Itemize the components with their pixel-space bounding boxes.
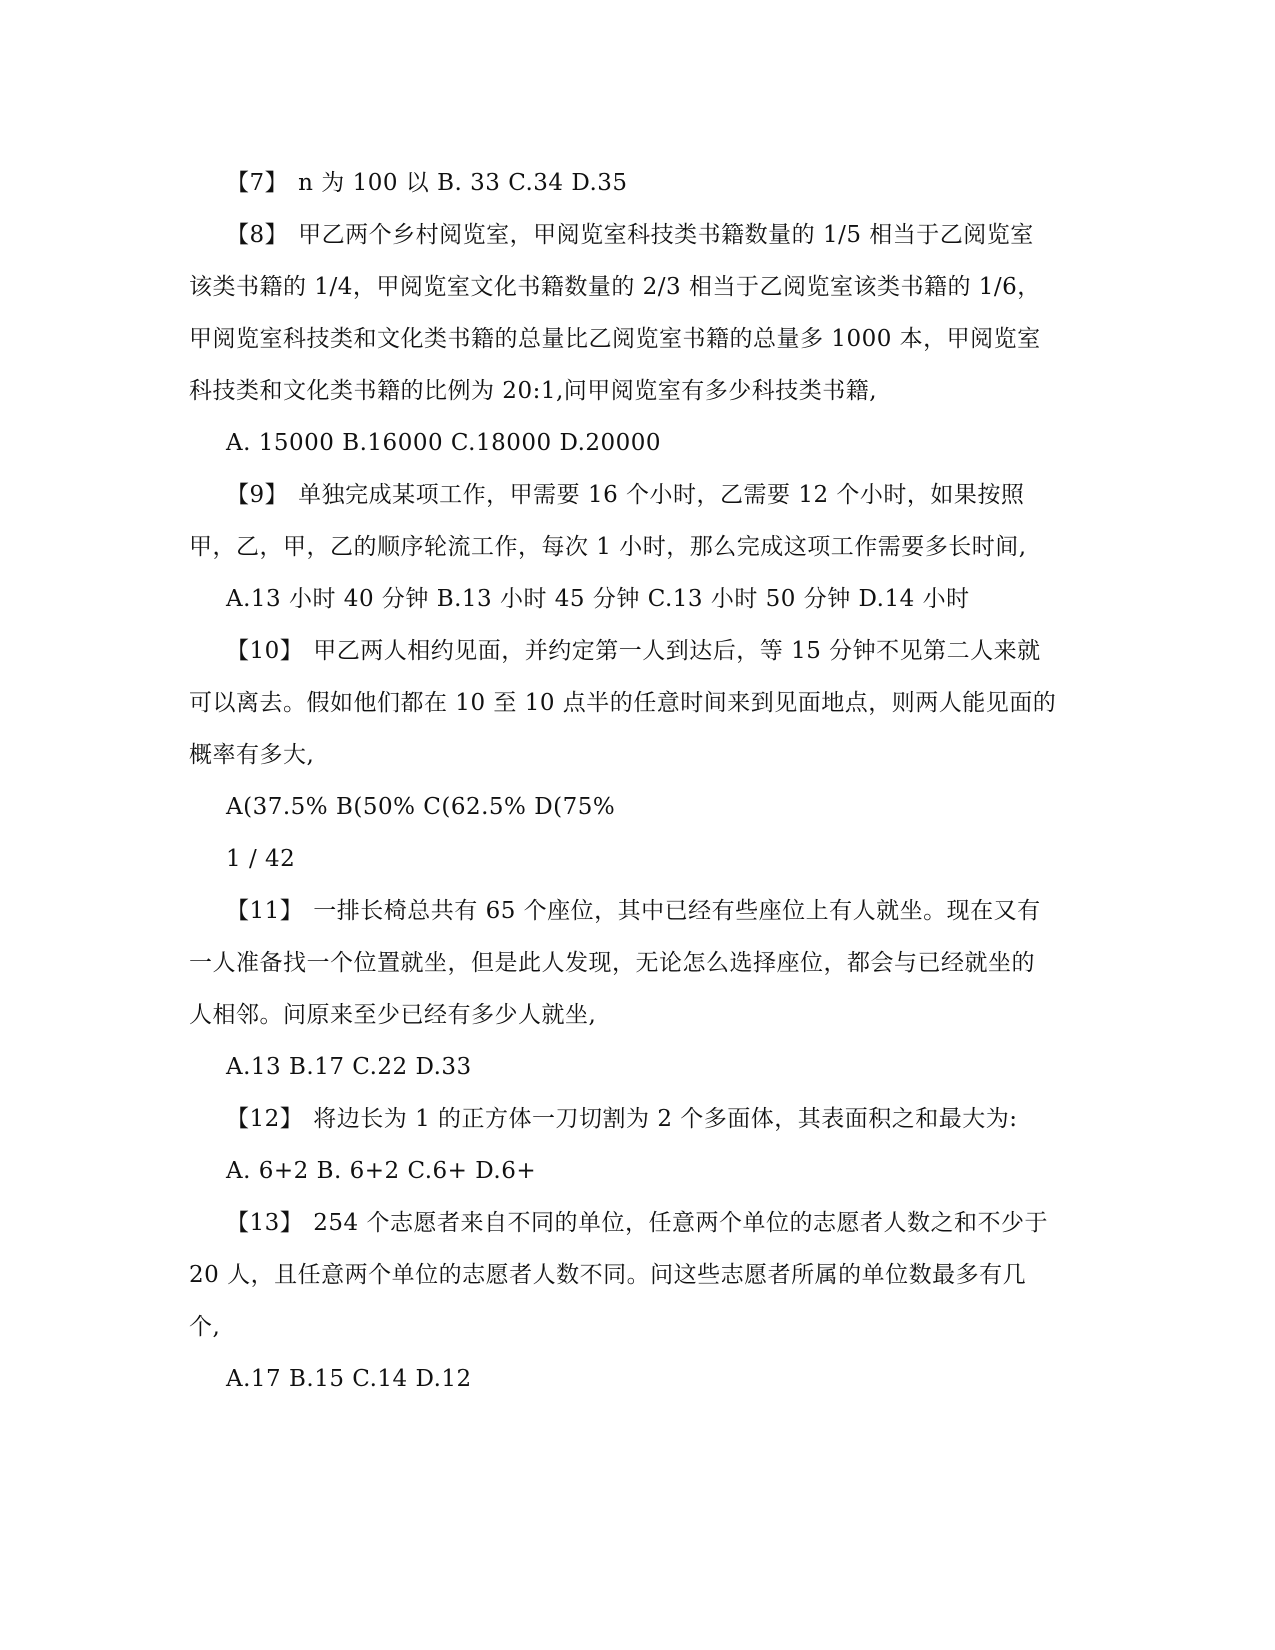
question-text: 一排长椅总共有 65 个座位，其中已经有些座位上有人就坐。现在又有 xyxy=(313,898,1041,924)
question-9 xyxy=(226,480,1126,510)
answer-options: A(37.5% B(50% C(62.5% D(75% xyxy=(226,794,616,820)
question-text-line: 人相邻。问原来至少已经有多少人就坐, xyxy=(189,1002,597,1028)
question-text-line: 科技类和文化类书籍的比例为 20:1,问甲阅览室有多少科技类书籍, xyxy=(189,378,878,404)
question-number: 【12】 xyxy=(226,1106,304,1132)
question-text-line: 甲，乙，甲，乙的顺序轮流工作，每次 1 小时，那么完成这项工作需要多长时间, xyxy=(189,534,1027,560)
question-7 xyxy=(226,168,1126,198)
question-text: 甲乙两个乡村阅览室，甲阅览室科技类书籍数量的 1/5 相当于乙阅览室 xyxy=(298,222,1034,248)
question-text-line: 概率有多大, xyxy=(189,742,315,768)
page-number: 1 / 42 xyxy=(226,846,296,872)
question-text-line: 可以离去。假如他们都在 10 至 10 点半的任意时间来到见面地点，则两人能见面的 xyxy=(189,690,1057,716)
question-13 xyxy=(226,1208,1126,1238)
question-11 xyxy=(226,896,1126,926)
question-text: n 为 100 以 B. 33 C.34 D.35 xyxy=(298,170,628,196)
answer-options: A.13 B.17 C.22 D.33 xyxy=(226,1054,472,1080)
answer-options: A.13 小时 40 分钟 B.13 小时 45 分钟 C.13 小时 50 分钟 D.14 小时 xyxy=(226,586,970,612)
question-text: 单独完成某项工作，甲需要 16 个小时，乙需要 12 个小时，如果按照 xyxy=(298,482,1025,508)
question-text-line: 个, xyxy=(189,1314,221,1340)
question-number: 【7】 xyxy=(226,170,289,196)
question-8 xyxy=(226,220,1126,250)
answer-options: A. 15000 B.16000 C.18000 D.20000 xyxy=(226,430,662,456)
question-text: 254 个志愿者来自不同的单位，任意两个单位的志愿者人数之和不少于 xyxy=(313,1210,1048,1236)
question-text: 将边长为 1 的正方体一刀切割为 2 个多面体，其表面积之和最大为: xyxy=(313,1106,1018,1132)
question-number: 【13】 xyxy=(226,1210,304,1236)
answer-options: A.17 B.15 C.14 D.12 xyxy=(226,1366,472,1392)
question-text-line: 一人准备找一个位置就坐，但是此人发现，无论怎么选择座位，都会与已经就坐的 xyxy=(189,950,1035,976)
question-number: 【10】 xyxy=(226,638,304,664)
question-text: 甲乙两人相约见面，并约定第一人到达后，等 15 分钟不见第二人来就 xyxy=(313,638,1041,664)
question-text-line: 甲阅览室科技类和文化类书籍的总量比乙阅览室书籍的总量多 1000 本，甲阅览室 xyxy=(189,326,1041,352)
question-text-line: 20 人，且任意两个单位的志愿者人数不同。问这些志愿者所属的单位数最多有几 xyxy=(189,1262,1027,1288)
question-number: 【8】 xyxy=(226,222,289,248)
question-12 xyxy=(226,1104,1126,1134)
answer-options: A. 6+2 B. 6+2 C.6+ D.6+ xyxy=(226,1158,537,1184)
question-number: 【9】 xyxy=(226,482,289,508)
question-number: 【11】 xyxy=(226,898,304,924)
question-text-line: 该类书籍的 1/4，甲阅览室文化书籍数量的 2/3 相当于乙阅览室该类书籍的 1/6， xyxy=(189,274,1041,300)
question-10 xyxy=(226,636,1126,666)
